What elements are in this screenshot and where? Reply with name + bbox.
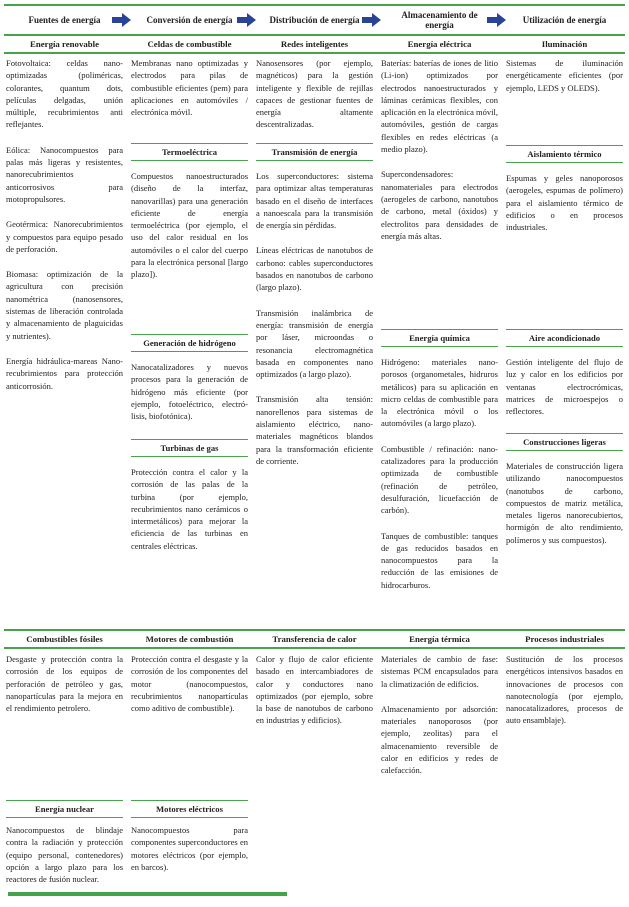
paragraph-adsorcion: Almacenamiento por adsorción: materiales nanoporosos (por ejemplo, zeolitas) para el almacenamiento reversible de calor en edificios y redes de calefacción. bbox=[381, 703, 498, 776]
paragraph-nanosensores: Nanosensores (por ejemplo, magnéticos) para la gestión inteligente y flexible de rejillas capaces de gestionar fuentes de energía altamente descentralizadas. bbox=[256, 58, 373, 130]
paragraph-sustitucion-procesos: Sustitución de los procesos energéticos intensivos basados en innovaciones de procesos con nanotecnología (por ejemplo, nanocatalizadores, procesos de auto ensamblaje). bbox=[506, 654, 623, 726]
paragraph-construccion-ligera: Materiales de construcción ligera utilizando nanocompuestos (nanotubos de carbono, compuestos de matriz metálica, metales ligeros nanorecubiertos, hormigón de alto rendimiento, polímeros y sus compuestos). bbox=[506, 461, 623, 545]
column-header-combustibles-fosiles: Combustibles fósiles bbox=[26, 634, 103, 644]
block-arrow-right-icon bbox=[237, 13, 256, 27]
subsection-header-generacion-hidrogeno: Generación de hidrógeno bbox=[131, 334, 248, 352]
paragraph-turbinas: Protección contra el calor y la corrosión de las palas de la turbina (por ejemplo, recubrimientos nano cerámicos o intermetálicos) para mejorar la eficiencia de las turbinas en centrales eléctricas. bbox=[131, 467, 248, 551]
paragraph-fotovoltaica: Fotovoltaica: celdas nano-optimizadas (poliméricas, colorantes, quantum dots, películas delgadas, unión múltiple, recubrimientos anti reflejantes. bbox=[6, 58, 123, 130]
column-fuentes-lower bbox=[6, 653, 123, 727]
flow-step-utilizacion bbox=[506, 15, 623, 26]
flow-step-almacenamiento bbox=[381, 10, 498, 31]
column-distribucion-lower bbox=[256, 653, 373, 740]
paragraph-membranas: Membranas nano optimizadas y electrodos para pilas de combustible eficientes (pem) para aplicaciones en automóviles / electrónica móvil. bbox=[131, 58, 248, 118]
column-header-procesos-industriales: Procesos industriales bbox=[525, 634, 604, 644]
subsection-header-turbinas-gas: Turbinas de gas bbox=[131, 439, 248, 457]
subsection-header-energia-nuclear: Energía nuclear bbox=[6, 800, 123, 818]
paragraph-lineas-electricas: Líneas eléctricas de nanotubos de carbono: cables superconductores basados en nanotubos de carbono (largo plazo). bbox=[256, 245, 373, 293]
paragraph-hidrogeno: Hidrógeno: materiales nano-porosos (organometales, hidruros metálicos) para su aplicación en micro celdas de combustible para la electrónica móvil o los automóviles (a largo plazo). bbox=[381, 357, 498, 429]
paragraph-cambio-fase: Materiales de cambio de fase: sistemas PCM encapsulados para la climatización de edificios. bbox=[381, 654, 498, 689]
column-motores-electricos bbox=[131, 800, 248, 886]
column-utilizacion-lower bbox=[506, 653, 623, 740]
paragraph-desgaste-corrosion: Desgaste y protección contra la corrosión de los equipos de perforación de petróleo y gas, nanopartículas para la mejora en el rendimiento petrolero. bbox=[6, 654, 123, 714]
column-header-celdas-combustible: Celdas de combustible bbox=[147, 39, 232, 49]
column-header-energia-termica: Energía térmica bbox=[409, 634, 470, 644]
subsection-header-aislamiento-termico: Aislamiento térmico bbox=[506, 145, 623, 163]
subsection-header-aire-acondicionado: Aire acondicionado bbox=[506, 329, 623, 347]
flow-step-label: Distribución de energía bbox=[269, 14, 360, 25]
column-energia-nuclear bbox=[6, 800, 123, 898]
paragraph-termoelectrica: Compuestos nanoestructurados (diseño de la interfaz, nanovarillas) para una generación eficiente de energía termoeléctrica (por ejemplo, el uso del calor residual en los automóviles o el calor del cuerpo para la electrónica personal [largo plazo]). bbox=[131, 171, 248, 280]
flow-step-label: Conversión de energía bbox=[146, 14, 233, 25]
subsection-header-termoelectrica: Termoeléctrica bbox=[131, 143, 248, 161]
flow-step-label: Almacenamiento de energía bbox=[401, 9, 478, 30]
flow-step-fuentes bbox=[6, 15, 123, 26]
column-almacenamiento-lower bbox=[381, 653, 498, 790]
subsection-header-transmision-energia: Transmisión de energía bbox=[256, 143, 373, 161]
flow-step-label: Fuentes de energía bbox=[28, 14, 101, 25]
column-header-transferencia-calor: Transferencia de calor bbox=[272, 634, 357, 644]
paragraph-superconductores-motores: Nanocompuestos para componentes superconductores en motores eléctricos (por ejemplo, en barcos). bbox=[131, 825, 248, 872]
subsection-header-motores-electricos: Motores eléctricos bbox=[131, 800, 248, 818]
flow-step-conversion bbox=[131, 15, 248, 26]
paragraph-hidraulica: Energía hidráulica-mareas Nano-recubrimientos para protección anticorrosión. bbox=[6, 355, 123, 391]
paragraph-proteccion-motor: Protección contra el desgaste y la corrosión de los componentes del motor (nanocompuestos, recubrimientos nanopartículas como aditivo de combustible). bbox=[131, 654, 248, 714]
lower-body-region bbox=[0, 653, 629, 800]
paragraph-transmision-inalambrica: Transmisión inalámbrica de energía: transmisión de energía por láser, microondas o resonancia electromagnética basada en componentes nano optimizados (a largo plazo). bbox=[256, 307, 373, 380]
subsection-header-energia-quimica: Energía química bbox=[381, 329, 498, 347]
flow-header-row bbox=[0, 6, 629, 34]
nanotech-energy-diagram-page bbox=[0, 4, 629, 907]
flow-step-distribucion bbox=[256, 15, 373, 26]
divider-rule bbox=[4, 647, 625, 649]
upper-body-region bbox=[0, 57, 629, 629]
paragraph-gestion-luz: Gestión inteligente del flujo de luz y calor en los edificios por ventanas electrocrómicas, matrices de microespejos o reflectores. bbox=[506, 357, 623, 417]
block-arrow-right-icon bbox=[487, 13, 506, 27]
paragraph-transmision-alta-tension: Transmisión alta tensión: nanorellenos para sistemas de aislamiento eléctrico, nano-materiales magnéticos blandos para la transformación eficiente de corriente. bbox=[256, 394, 373, 466]
divider-rule bbox=[4, 52, 625, 54]
column-conversion-lower bbox=[131, 653, 248, 727]
paragraph-supercondensadores: Supercondensadores: nanomateriales para electrodos (aerogeles de carbono, nanotubos de carbono, metal (óxidos) y electrolitos para densidades de energía más altas. bbox=[381, 169, 498, 241]
column-header-iluminacion: Iluminación bbox=[541, 39, 588, 49]
paragraph-geotermica: Geotérmica: Nanorecubrimientos y compuestos para equipo pesado de perforación. bbox=[6, 219, 123, 254]
block-arrow-right-icon bbox=[112, 13, 131, 27]
paragraph-eolica: Eólica: Nanocompuestos para palas más ligeras y resistentes, nanorecubrimientos anticorrosivos para motopropulsores. bbox=[6, 144, 123, 204]
column-header-energia-renovable: Energía renovable bbox=[30, 39, 99, 49]
block-arrow-right-icon bbox=[362, 13, 381, 27]
paragraph-blindaje-radiacion: Nanocompuestos de blindaje contra la radiación y protección (equipo personal, contenedores) opción a largo plazo para los reactores de fusión nuclear. bbox=[6, 825, 123, 885]
section-header-row-top bbox=[0, 36, 629, 52]
column-header-energia-electrica: Energía eléctrica bbox=[407, 39, 472, 49]
column-header-motores-combustion: Motores de combustión bbox=[145, 634, 234, 644]
subsection-header-construcciones-ligeras: Construcciones ligeras bbox=[506, 433, 623, 451]
paragraph-espumas-geles: Espumas y geles nanoporosos (aerogeles, espumas de polímero) para el aislamiento térmico de edificios o en procesos industriales. bbox=[506, 173, 623, 233]
paragraph-baterias: Baterías: baterías de iones de litio (Li-ion) optimizados por electrodos nanoestructurados y láminas cerámicas flexibles, con aplicación en la electrónica móvil, automóviles, gestión de cargas flexibles en redes eléctricas (a medio plazo). bbox=[381, 58, 498, 155]
paragraph-biomasa: Biomasa: optimización de la agricultura con precisión nanométrica (nanosensores, sistemas de liberación controlada y almacenamiento de plaguicidas y nutrientes). bbox=[6, 269, 123, 341]
paragraph-intercambiadores: Calor y flujo de calor eficiente basado en intercambiadores de calor y conductores nano optimizados (por ejemplo, sobre la base de nanotubos de carbono en industrias y edificios). bbox=[256, 654, 373, 726]
section-header-row-middle bbox=[0, 631, 629, 647]
paragraph-superconductores: Los superconductores: sistema para optimizar altas temperaturas basado en el diseño de interfaces a nanoescala para la transmisión de energía sin pérdidas. bbox=[256, 171, 373, 231]
column-header-redes-inteligentes: Redes inteligentes bbox=[280, 39, 349, 49]
bottom-region bbox=[0, 800, 629, 884]
paragraph-tanques-combustible: Tanques de combustible: tanques de gas reducidos basados en nanocompuestos para la reducción de las emisiones de hidrocarburos. bbox=[381, 530, 498, 590]
flow-step-label: Utilización de energía bbox=[522, 14, 607, 25]
paragraph-combustible-refinacion: Combustible / refinación: nano-catalizadores para la producción optimizada de combustible (refinación de petróleo, desulfuración, licuefacción de carbón). bbox=[381, 443, 498, 516]
paragraph-iluminacion: Sistemas de iluminación energéticamente eficientes (por ejemplo, LEDS y OLEDS). bbox=[506, 58, 623, 93]
paragraph-nanocatalizadores: Nanocatalizadores y nuevos procesos para la generación de hidrógeno más eficiente (por ejemplo, fotoeléctrico, electró-lisis, biofotónica). bbox=[131, 362, 248, 422]
